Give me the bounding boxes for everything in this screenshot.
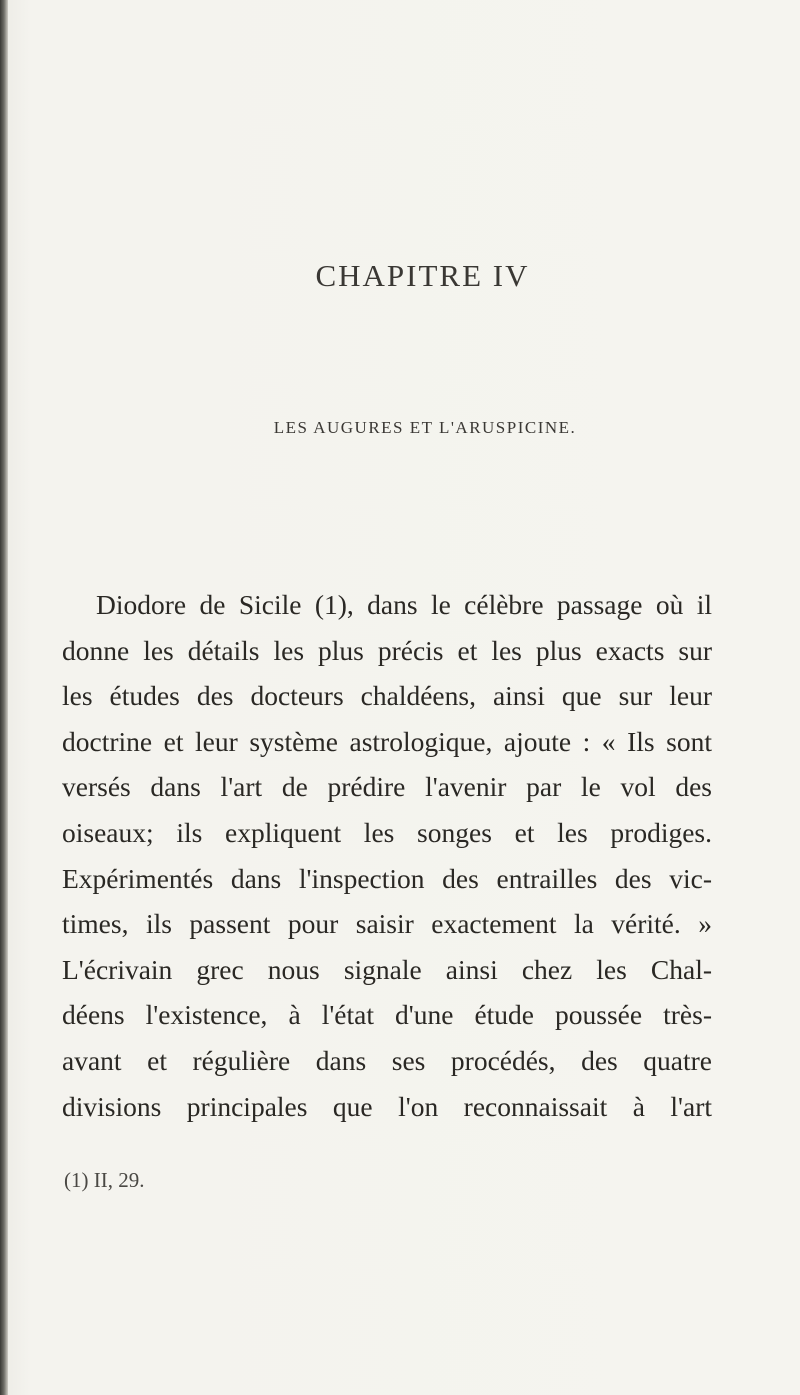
text-line: les études des docteurs chaldéens, ainsi que sur leur — [62, 680, 712, 712]
text-line: L'écrivain grec nous signale ainsi chez les Chal- — [62, 953, 712, 985]
body-paragraph — [62, 582, 712, 1129]
text-line: avant et régulière dans ses procédés, des quatre — [62, 1044, 712, 1076]
text-line: times, ils passent pour saisir exactement la vérité. » — [62, 908, 712, 940]
text-line: Expérimentés dans l'inspection des entrailles des vic- — [62, 862, 712, 894]
page-binding-edge — [0, 0, 8, 1395]
section-title: LES AUGURES ET L'ARUSPICINE. — [273, 418, 577, 437]
text-line: déens l'existence, à l'état d'une étude poussée très- — [62, 999, 712, 1031]
text-line: doctrine et leur système astrologique, ajoute : « Ils sont — [62, 725, 712, 757]
text-line: donne les détails les plus précis et les plus exacts sur — [62, 634, 712, 666]
text-line: versés dans l'art de prédire l'avenir par le vol des — [62, 771, 712, 803]
text-line: oiseaux; ils expliquent les songes et les prodiges. — [62, 816, 712, 848]
text-line: divisions principales que l'on reconnaissait à l'art — [62, 1090, 712, 1122]
footnote: (1) II, 29. — [64, 1168, 145, 1192]
chapter-title: CHAPITRE IV — [315, 258, 530, 293]
text-line: Diodore de Sicile (1), dans le célèbre passage où il — [96, 589, 712, 620]
